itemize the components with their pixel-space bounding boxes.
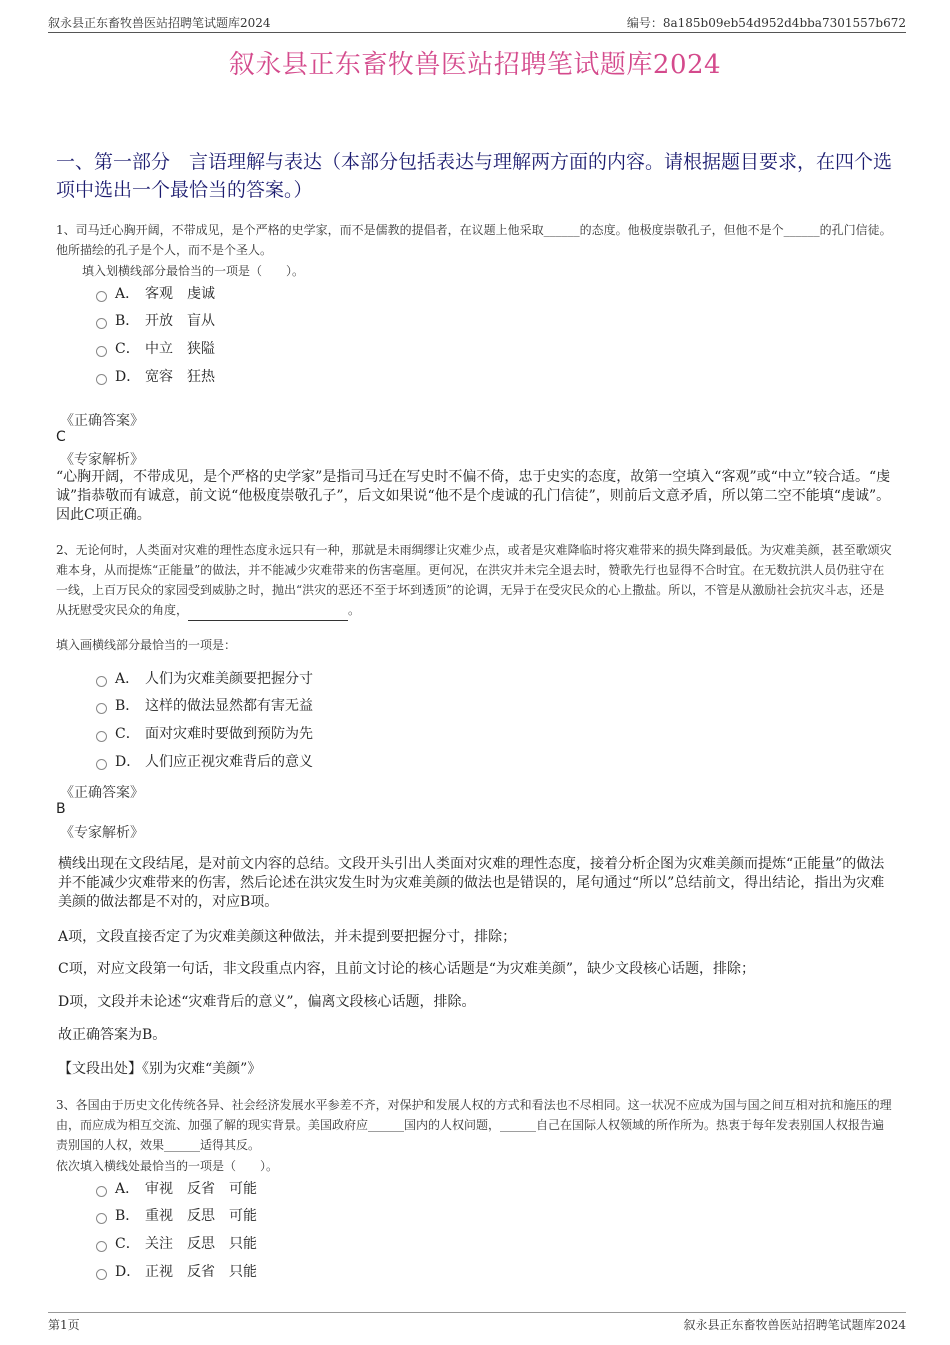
option-letter: B． bbox=[115, 1208, 140, 1224]
question-3-prompt: 依次填入横线处最恰当的一项是（ ）。 bbox=[56, 1159, 279, 1173]
q2-conclusion: 故正确答案为B。 bbox=[58, 1027, 167, 1043]
radio-icon[interactable] bbox=[96, 1269, 107, 1280]
q2-source: 【文段出处】《别为灾难“美颜”》 bbox=[58, 1061, 262, 1077]
radio-icon[interactable] bbox=[96, 374, 107, 385]
option-text: 面对灾难时要做到预防为先 bbox=[145, 726, 313, 742]
q3-option-a[interactable] bbox=[96, 1177, 257, 1199]
q2-analysis-d: D项，文段并未论述“灾难背后的意义”，偏离文段核心话题，排除。 bbox=[58, 994, 476, 1010]
header-left-text: 叙永县正东畜牧兽医站招聘笔试题库2024 bbox=[48, 16, 271, 30]
option-letter: B． bbox=[115, 313, 140, 329]
option-letter: B． bbox=[115, 698, 140, 714]
document-title: 叙永县正东畜牧兽医站招聘笔试题库2024 bbox=[228, 50, 722, 80]
footer-title: 叙永县正东畜牧兽医站招聘笔试题库2024 bbox=[683, 1318, 906, 1332]
option-text: 开放 盲从 bbox=[145, 313, 215, 329]
page-footer bbox=[48, 1312, 906, 1333]
radio-icon[interactable] bbox=[96, 1186, 107, 1197]
section-heading: 一、第一部分 言语理解与表达（本部分包括表达与理解两方面的内容。请根据题目要求，在四个选项中选出一个最恰当的答案。） bbox=[56, 151, 893, 201]
question-2-end: 。 bbox=[348, 603, 361, 617]
radio-icon[interactable] bbox=[96, 1213, 107, 1224]
option-text: 客观 虔诚 bbox=[145, 286, 215, 302]
radio-icon[interactable] bbox=[96, 318, 107, 329]
question-1-text: 1、司马迁心胸开阔，不带成见，是个严格的史学家，而不是儒教的提倡者，在议题上他采取______的态度。他极度崇敬孔子，但他不是个______的孔门信徒。他所描绘的孔子是个人，而不是个圣人。 bbox=[56, 223, 892, 257]
q1-analysis: “心胸开阔，不带成见，是个严格的史学家”是指司马迁在写史时不偏不倚，忠于史实的态度，故第一空填入“客观”或“中立”较合适。“虔诚”指恭敬而有诚意，前文说“他极度崇敬孔子”，后文如果说“他不是个虔诚的孔门信徒”，则前后文意矛盾，所以第二空不能填“虔诚”。因此C项正确。 bbox=[56, 469, 891, 523]
option-text: 审视 反省 可能 bbox=[145, 1181, 257, 1197]
option-letter: A． bbox=[115, 671, 140, 687]
option-letter: D． bbox=[115, 1264, 141, 1280]
q1-option-c[interactable] bbox=[96, 337, 215, 359]
option-letter: C． bbox=[115, 726, 140, 742]
q3-option-c[interactable] bbox=[96, 1232, 257, 1254]
page-header bbox=[48, 14, 906, 33]
answer-blank bbox=[188, 600, 348, 621]
option-letter: A． bbox=[115, 286, 140, 302]
option-letter: D． bbox=[115, 754, 141, 770]
option-text: 这样的做法显然都有害无益 bbox=[145, 698, 313, 714]
q1-option-d[interactable] bbox=[96, 365, 215, 387]
q2-analysis-a: A项，文段直接否定了为灾难美颜这种做法，并未提到要把握分寸，排除； bbox=[58, 929, 517, 945]
page-number: 第1页 bbox=[48, 1318, 80, 1332]
radio-icon[interactable] bbox=[96, 703, 107, 714]
option-letter: D． bbox=[115, 369, 141, 385]
question-1-prompt: 填入划横线部分最恰当的一项是（ ）。 bbox=[82, 264, 305, 278]
option-text: 宽容 狂热 bbox=[145, 369, 215, 385]
q3-option-d[interactable] bbox=[96, 1260, 257, 1282]
q1-expert-analysis-label: 《专家解析》 bbox=[60, 452, 144, 468]
option-letter: C． bbox=[115, 341, 140, 357]
q2-expert-analysis-label: 《专家解析》 bbox=[60, 825, 144, 841]
radio-icon[interactable] bbox=[96, 291, 107, 302]
option-letter: C． bbox=[115, 1236, 140, 1252]
q3-option-b[interactable] bbox=[96, 1204, 257, 1226]
q1-option-b[interactable] bbox=[96, 309, 215, 331]
radio-icon[interactable] bbox=[96, 346, 107, 357]
option-text: 人们应正视灾难背后的意义 bbox=[145, 754, 313, 770]
question-3-text: 3、各国由于历史文化传统各异、社会经济发展水平参差不齐，对保护和发展人权的方式和看法也不尽相同。这一状况不应成为国与国之间互相对抗和施压的理由，而应成为相互交流、加强了解的现实背景。美国政府应______国内的人权问题，______自己在国际人权领域的所作所为。热衷于每年发表别国人权报告遍责别国的人权，效果______适得其反。 bbox=[56, 1098, 892, 1152]
q2-analysis-main: 横线出现在文段结尾，是对前文内容的总结。文段开头引出人类面对灾难的理性态度，接着分析企图为灾难美颜而提炼“正能量”的做法并不能减少灾难带来的伤害，然后论述在洪灾发生时为灾难美颜的做法也是错误的，尾句通过“所以”总结前文，得出结论，指出为灾难美颜的做法都是不对的，对应B项。 bbox=[58, 856, 885, 910]
q2-analysis-c: C项，对应文段第一句话，非文段重点内容，且前文讨论的核心话题是“为灾难美颜”，缺少文段核心话题，排除； bbox=[58, 961, 756, 977]
question-2-text bbox=[56, 540, 894, 621]
option-text: 人们为灾难美颜要把握分寸 bbox=[145, 671, 313, 687]
header-doc-id: 编号：8a185b09eb54d952d4bba7301557b672 bbox=[626, 16, 906, 30]
radio-icon[interactable] bbox=[96, 676, 107, 687]
q2-option-c[interactable] bbox=[96, 722, 313, 744]
q2-option-a[interactable] bbox=[96, 667, 313, 689]
q2-answer: B bbox=[56, 801, 66, 817]
q1-answer: C bbox=[56, 429, 66, 445]
q2-correct-answer-label: 《正确答案》 bbox=[60, 785, 144, 801]
question-2-prompt: 填入画横线部分最恰当的一项是： bbox=[56, 638, 237, 652]
option-text: 关注 反思 只能 bbox=[145, 1236, 257, 1252]
question-2-body: 2、无论何时，人类面对灾难的理性态度永远只有一种，那就是未雨绸缪让灾难少点，或者是灾难降临时将灾难带来的损失降到最低。为灾难美颜，甚至歌颂灾难本身，从而提炼“正能量”的做法，并不能减少灾难带来的伤害毫厘。更何况，在洪灾并未完全退去时，赞歌先行也显得不合时宜。在无数抗洪人员仍驻守在一线，上百万民众的家园受到威胁之时，抛出“洪灾的恶还不至于坏到透顶”的论调，无异于在受灾民众的心上撒盐。所以，不管是从激励社会抗灾斗志，还是从抚慰受灾民众的角度， bbox=[56, 543, 892, 617]
option-text: 中立 狭隘 bbox=[145, 341, 215, 357]
q2-option-d[interactable] bbox=[96, 750, 313, 772]
option-text: 正视 反省 只能 bbox=[145, 1264, 257, 1280]
q2-option-b[interactable] bbox=[96, 694, 313, 716]
q1-correct-answer-label: 《正确答案》 bbox=[60, 413, 144, 429]
option-letter: A． bbox=[115, 1181, 140, 1197]
radio-icon[interactable] bbox=[96, 759, 107, 770]
radio-icon[interactable] bbox=[96, 731, 107, 742]
option-text: 重视 反思 可能 bbox=[145, 1208, 257, 1224]
q1-option-a[interactable] bbox=[96, 282, 215, 304]
radio-icon[interactable] bbox=[96, 1241, 107, 1252]
